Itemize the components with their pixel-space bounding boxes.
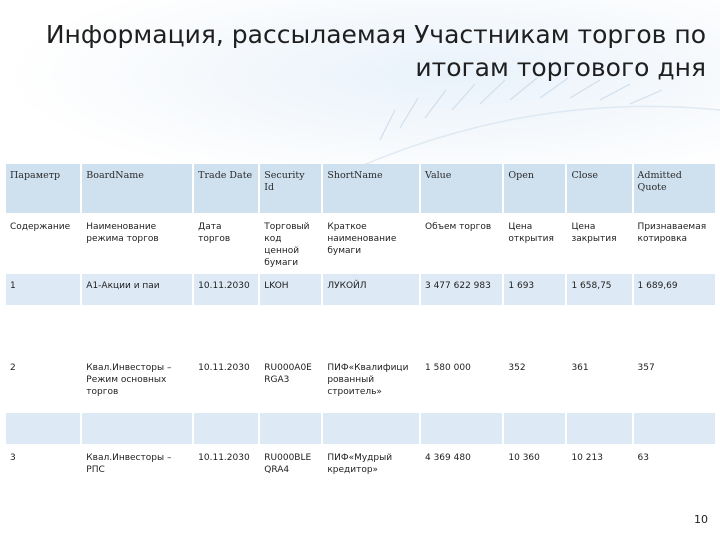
table-cell: Содержание	[6, 215, 80, 272]
table-cell: 4 369 480	[421, 446, 502, 493]
table-cell: Торговый код ценной бумаги	[260, 215, 321, 272]
table-cell: 1 693	[504, 274, 565, 305]
table-cell: 352	[504, 356, 565, 411]
table-cell: 3 477 622 983	[421, 274, 502, 305]
table-cell: A1-Акции и паи	[82, 274, 192, 305]
table-cell: 3	[6, 446, 80, 493]
table-cell: Цена закрытия	[567, 215, 631, 272]
table-cell: 10.11.2030	[194, 274, 258, 305]
table-cell: Цена открытия	[504, 215, 565, 272]
column-header: Close	[567, 164, 631, 213]
page-number: 10	[694, 513, 708, 526]
column-header: Open	[504, 164, 565, 213]
table-cell: 10 360	[504, 446, 565, 493]
trading-results-table	[4, 162, 717, 495]
table-cell	[504, 413, 565, 444]
table-cell: 10.11.2030	[194, 446, 258, 493]
table-cell: Признаваемая котировка	[634, 215, 715, 272]
table-cell: 1 658,75	[567, 274, 631, 305]
table-cell: ПИФ«Квалифици рованный строитель»	[323, 356, 419, 411]
slide-title: Информация, рассылаемая Участникам торгов по итогам торгового дня	[45, 20, 706, 82]
table-cell	[634, 413, 715, 444]
table-cell	[82, 307, 192, 354]
table-cell: 1	[6, 274, 80, 305]
table-cell	[567, 307, 631, 354]
table-cell: 10 213	[567, 446, 631, 493]
table-cell	[421, 307, 502, 354]
table-cell: Краткое наименование бумаги	[323, 215, 419, 272]
table-cell	[6, 307, 80, 354]
table-cell	[194, 307, 258, 354]
table-cell: RU000BLE QRA4	[260, 446, 321, 493]
table-cell: Объем торгов	[421, 215, 502, 272]
column-header: Value	[421, 164, 502, 213]
table-cell	[323, 413, 419, 444]
table-cell: Наименование режима торгов	[82, 215, 192, 272]
table-cell: 1 689,69	[634, 274, 715, 305]
table-cell: Квал.Инвесторы – Режим основных торгов	[82, 356, 192, 411]
table-cell: ЛУКОЙЛ	[323, 274, 419, 305]
table-cell: 63	[634, 446, 715, 493]
table-cell	[82, 413, 192, 444]
table-cell: Квал.Инвесторы – РПС	[82, 446, 192, 493]
table-cell: RU000A0E RGA3	[260, 356, 321, 411]
column-header: ShortName	[323, 164, 419, 213]
table-cell: LKOH	[260, 274, 321, 305]
table-row	[6, 215, 715, 272]
table-header-row	[6, 164, 715, 213]
table-cell	[194, 413, 258, 444]
table-cell	[260, 413, 321, 444]
table-cell	[323, 307, 419, 354]
table-row	[6, 356, 715, 411]
table-cell	[421, 413, 502, 444]
column-header: Параметр	[6, 164, 80, 213]
table-cell: 1 580 000	[421, 356, 502, 411]
table-cell	[6, 413, 80, 444]
table-cell: 2	[6, 356, 80, 411]
table-cell	[504, 307, 565, 354]
table-cell: 10.11.2030	[194, 356, 258, 411]
table-cell: Дата торгов	[194, 215, 258, 272]
table-cell	[567, 413, 631, 444]
table-cell	[634, 307, 715, 354]
column-header: Admitted Quote	[634, 164, 715, 213]
table-row	[6, 413, 715, 444]
table-cell: 361	[567, 356, 631, 411]
table-cell: 357	[634, 356, 715, 411]
table-row	[6, 446, 715, 493]
table-row	[6, 274, 715, 305]
table-cell	[260, 307, 321, 354]
column-header: Security Id	[260, 164, 321, 213]
column-header: Trade Date	[194, 164, 258, 213]
column-header: BoardName	[82, 164, 192, 213]
table-row	[6, 307, 715, 354]
table-cell: ПИФ«Мудрый кредитор»	[323, 446, 419, 493]
